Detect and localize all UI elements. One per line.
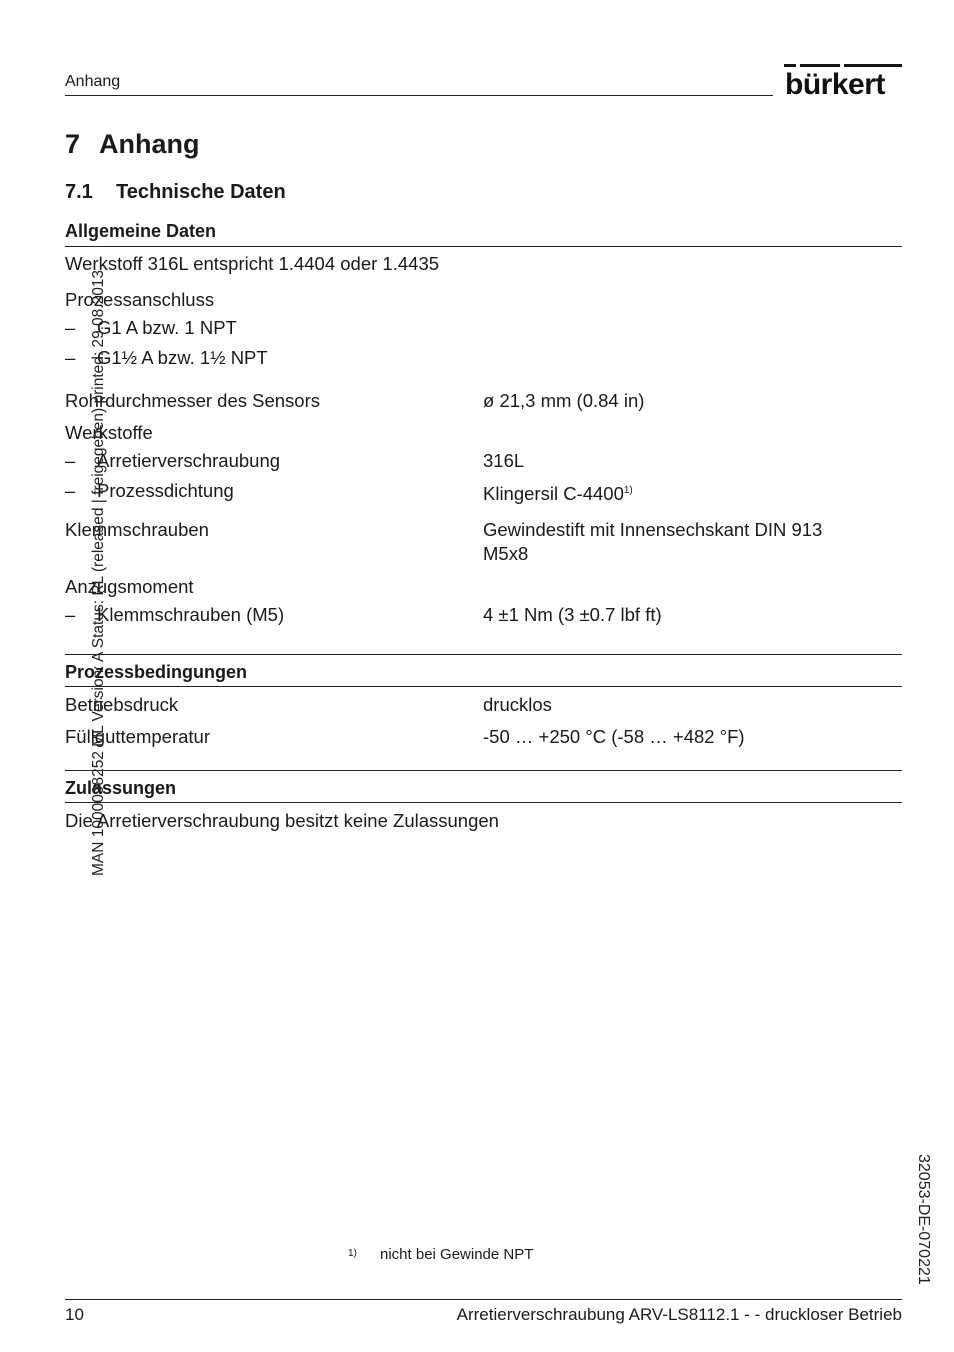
footnote-text: nicht bei Gewinde NPT	[380, 1246, 534, 1263]
page-number: 10	[65, 1305, 84, 1324]
document-code: 32053-DE-070221	[915, 1154, 932, 1285]
material-item-label: Arretierverschraubung	[97, 450, 281, 471]
clamp-screws-label: Klemmschrauben	[65, 519, 209, 540]
buerkert-logo	[784, 64, 902, 98]
clamp-screws-value-line2: M5x8	[483, 543, 529, 564]
footnote-mark: 1)	[348, 1248, 357, 1259]
process-connection-item: G1 A bzw. 1 NPT	[97, 317, 237, 338]
torque-label: Anzugsmoment	[65, 576, 194, 597]
general-title-rule	[65, 246, 902, 247]
pipe-diameter-label: Rohrdurchmesser des Sensors	[65, 390, 320, 411]
running-header: Anhang	[65, 73, 121, 90]
operating-pressure-label: Betriebsdruck	[65, 694, 179, 715]
operating-pressure-value: drucklos	[483, 694, 552, 715]
logo-text: bürkert	[785, 68, 885, 98]
torque-item-label: Klemmschrauben (M5)	[97, 604, 285, 625]
approvals-top-rule	[65, 770, 902, 771]
list-dash: –	[65, 480, 76, 501]
approvals-text: Die Arretierverschraubung besitzt keine Zulassungen	[65, 810, 499, 831]
chapter-number: 7	[65, 129, 81, 159]
list-dash: –	[65, 347, 76, 368]
materials-label: Werkstoffe	[65, 422, 153, 443]
process-connection-label: Prozessanschluss	[65, 289, 215, 310]
chapter-title: Anhang	[99, 129, 200, 159]
seal-material: Klingersil C-4400	[483, 483, 624, 504]
approvals-title-rule	[65, 802, 902, 803]
footer-rule	[65, 1299, 902, 1300]
general-data-title: Allgemeine Daten	[65, 221, 217, 241]
section-heading	[65, 181, 286, 204]
torque-item-value: 4 ±1 Nm (3 ±0.7 lbf ft)	[483, 604, 662, 625]
fluid-temperature-label: Füllguttemperatur	[65, 726, 210, 747]
process-top-rule	[65, 654, 902, 655]
section-title: Technische Daten	[116, 181, 286, 203]
footer-title: Arretierverschraubung ARV-LS8112.1 - - druckloser Betrieb	[456, 1305, 902, 1324]
chapter-heading	[65, 129, 200, 160]
material-item-value: 316L	[483, 450, 525, 471]
fluid-temperature-value: -50 … +250 °C (-58 … +482 °F)	[483, 726, 745, 747]
process-title-rule	[65, 686, 902, 687]
document-status-stamp: MAN 1000098252 ML Version: A Status: RL (released | freigegeben) printed: 29.08.2013	[90, 269, 107, 876]
section-number: 7.1	[65, 181, 93, 203]
footnote-ref: 1)	[623, 485, 633, 496]
clamp-screws-value-line1: Gewindestift mit Innensechskant DIN 913	[483, 519, 823, 540]
material-item-label: Prozessdichtung	[97, 480, 234, 501]
pipe-diameter-value: ø 21,3 mm (0.84 in)	[483, 390, 645, 411]
material-line: Werkstoff 316L entspricht 1.4404 oder 1.4435	[65, 253, 440, 274]
material-item-value	[483, 479, 633, 506]
list-dash: –	[65, 604, 76, 625]
process-conditions-title: Prozessbedingungen	[65, 662, 248, 682]
list-dash: –	[65, 317, 76, 338]
header-rule	[65, 95, 773, 96]
process-connection-item: G1½ A bzw. 1½ NPT	[97, 347, 268, 368]
approvals-title: Zulassungen	[65, 778, 177, 798]
list-dash: –	[65, 450, 76, 471]
